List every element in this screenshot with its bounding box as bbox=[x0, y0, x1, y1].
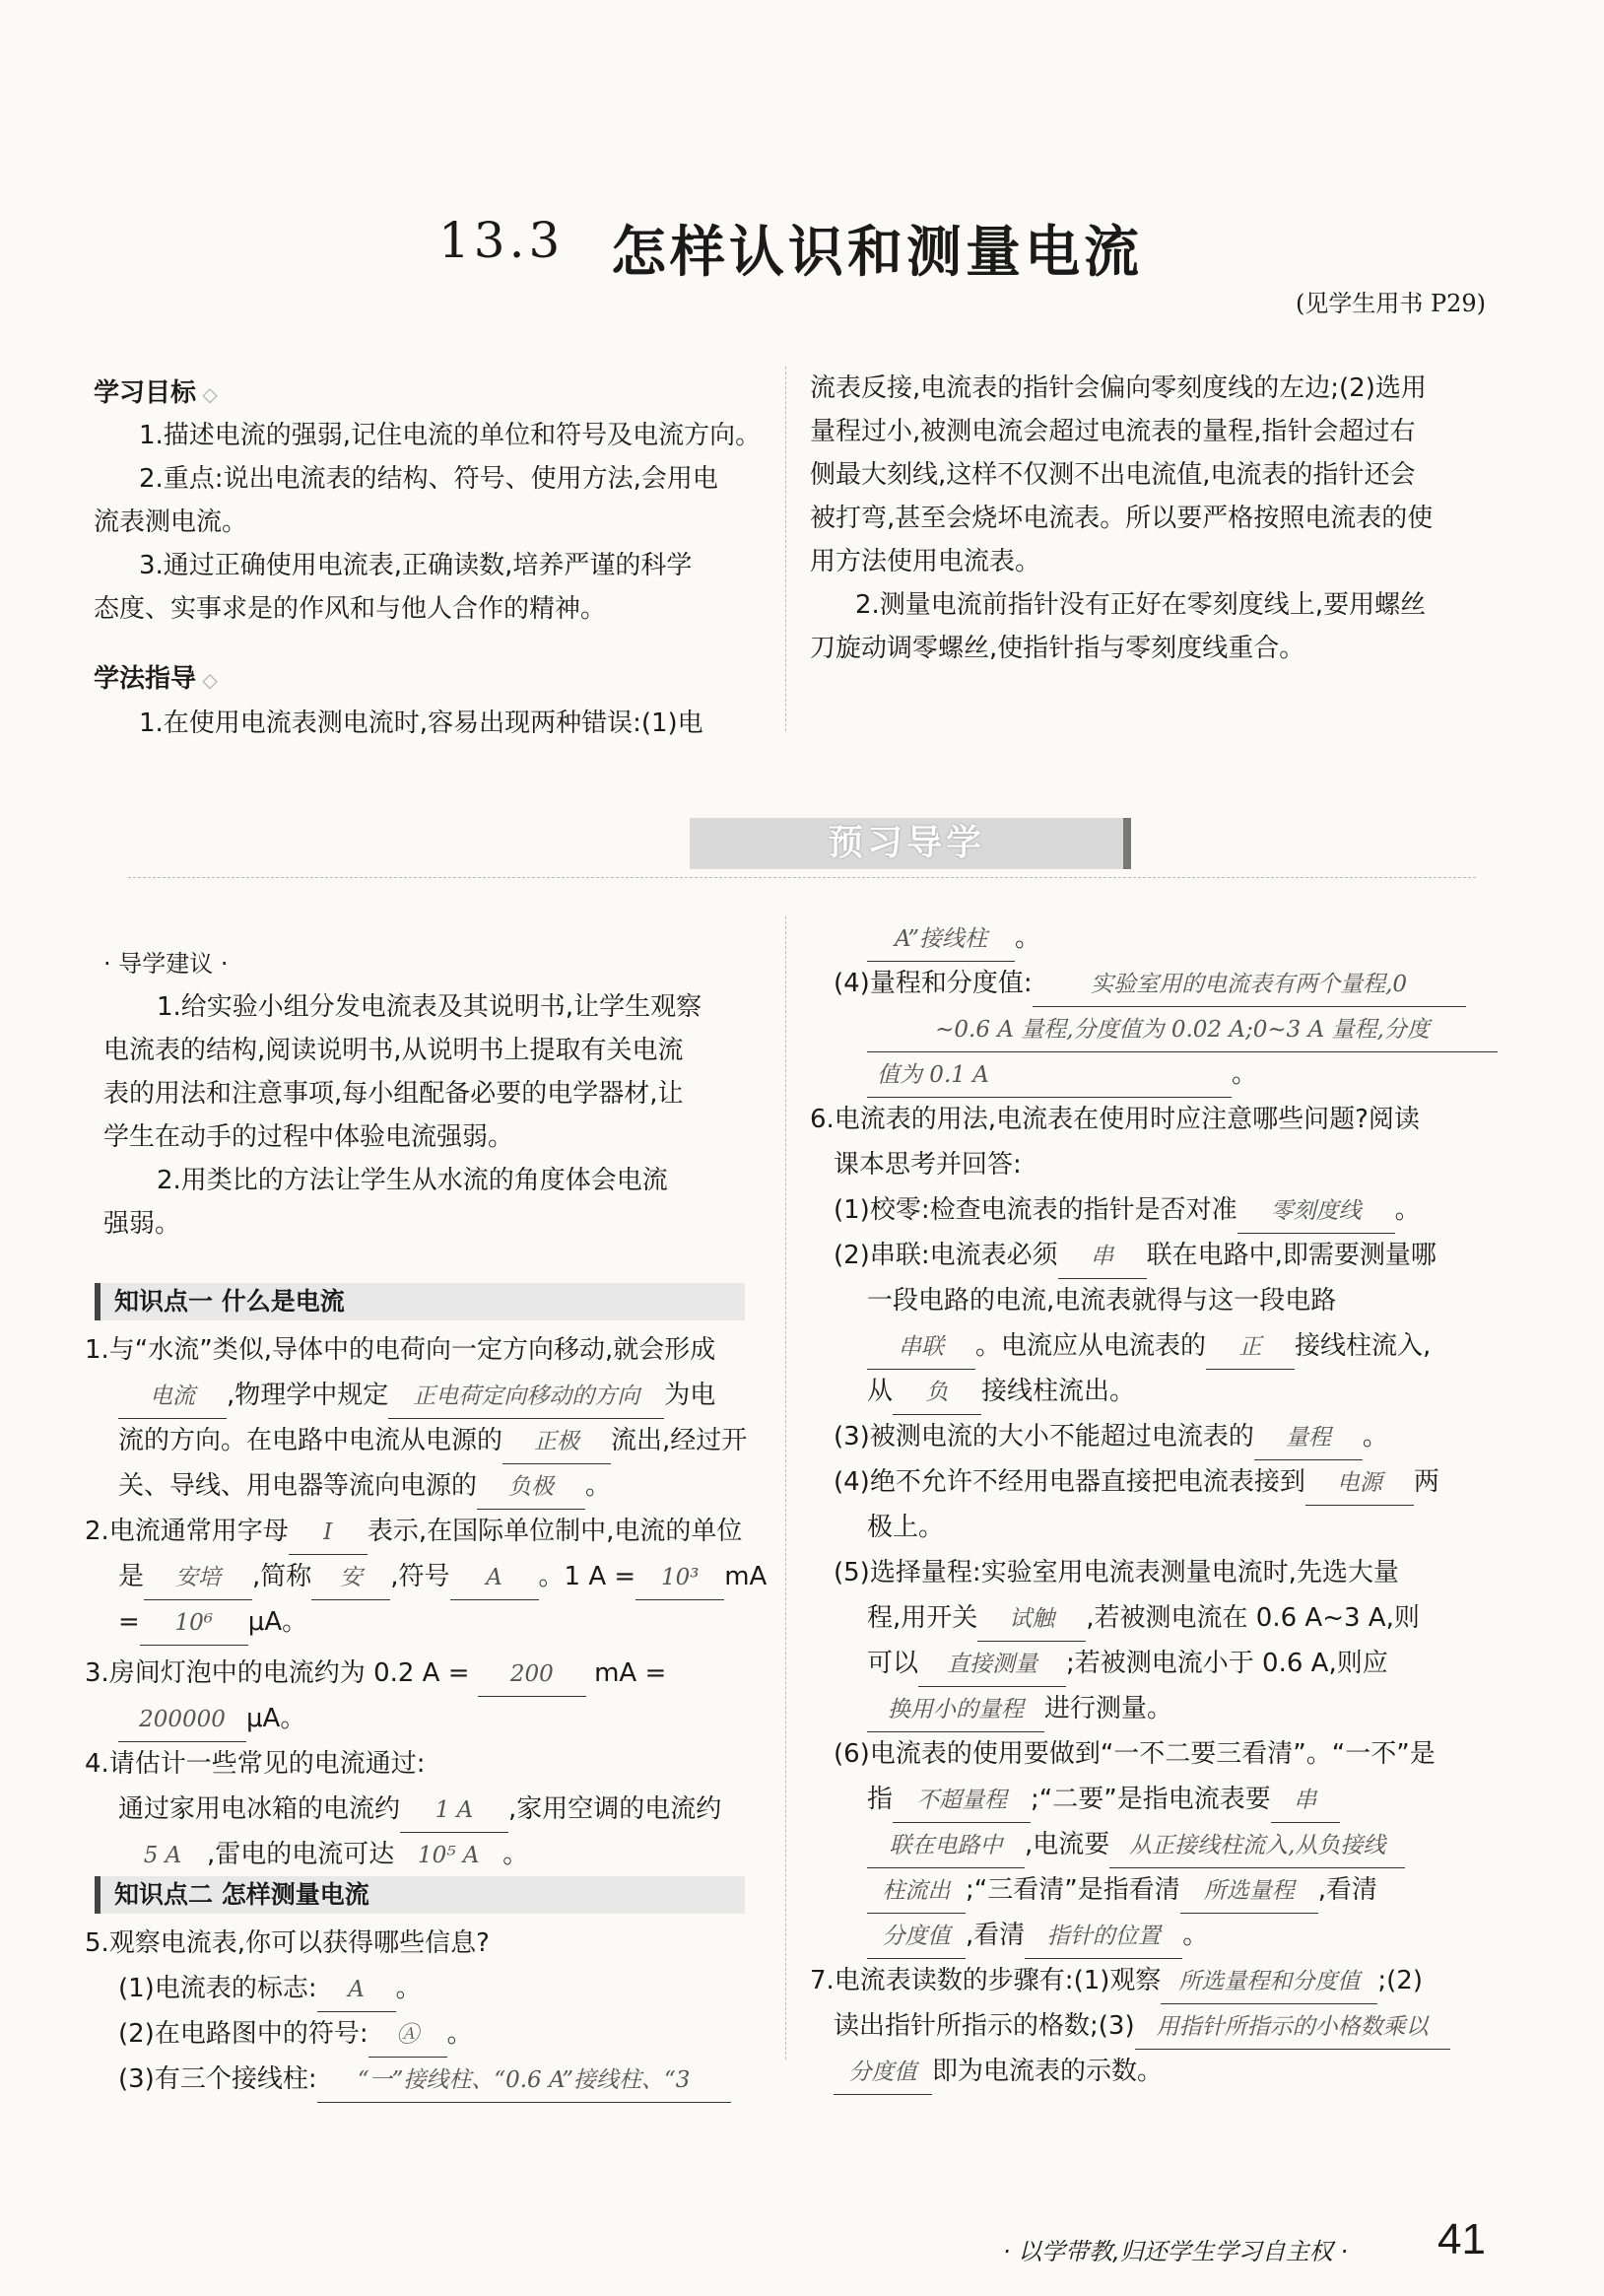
method-line: 侧最大刻线,这样不仅测不出电流值,电流表的指针还会 bbox=[810, 460, 1416, 490]
goal-item: 流表测电流。 bbox=[94, 507, 248, 537]
answer-blank: 用指针所指示的小格数乘以 bbox=[1135, 2005, 1450, 2050]
guide-line: 强弱。 bbox=[103, 1209, 181, 1239]
answer-blank: 指针的位置 bbox=[1025, 1915, 1182, 1959]
method-text-left: 1.在使用电流表测电流时,容易出现两种错误:(1)电 bbox=[139, 709, 703, 738]
answer-blank: 所选量程和分度值 bbox=[1161, 1960, 1377, 2004]
q6-line: (4)绝不允许不经用电器直接把电流表接到 电源 两 bbox=[834, 1460, 1439, 1506]
goals-heading: 学习目标 ◇ bbox=[94, 372, 218, 409]
q5-line: A”接线柱 。 bbox=[867, 916, 1040, 962]
column-divider bbox=[785, 916, 787, 2060]
goal-item: 2.重点:说出电流表的结构、符号、使用方法,会用电 bbox=[139, 464, 718, 494]
answer-blank: 联在电路中 bbox=[867, 1824, 1025, 1868]
method-line: 流表反接,电流表的指针会偏向零刻度线的左边;(2)选用 bbox=[810, 373, 1427, 403]
column-divider bbox=[785, 367, 787, 731]
answer-blank: 正 bbox=[1206, 1325, 1295, 1370]
q6-line: 联在电路中 ,电流要 从正接线柱流入,从负接线 bbox=[867, 1823, 1405, 1868]
answer-blank: 电流 bbox=[118, 1375, 227, 1419]
answer-blank: 量程 bbox=[1254, 1416, 1363, 1460]
q1-line: 1.与“水流”类似,导体中的电荷向一定方向移动,就会形成 bbox=[85, 1335, 716, 1365]
q6-line: 6.电流表的用法,电流表在使用时应注意哪些问题?阅读 bbox=[810, 1105, 1420, 1134]
goal-item: 3.通过正确使用电流表,正确读数,培养严谨的科学 bbox=[139, 551, 693, 580]
guide-line: 2.用类比的方法让学生从水流的角度体会电流 bbox=[157, 1166, 668, 1195]
q2-line: 2.电流通常用字母 I 表示,在国际单位制中,电流的单位 bbox=[85, 1510, 742, 1555]
page-title: 怎样认识和测量电流 bbox=[611, 221, 1143, 285]
answer-blank: 200000 bbox=[118, 1698, 246, 1742]
goal-item: 1.描述电流的强弱,记住电流的单位和符号及电流方向。 bbox=[139, 421, 762, 450]
method-line: 2.测量电流前指针没有正好在零刻度线上,要用螺丝 bbox=[855, 590, 1427, 620]
answer-blank: 值为 0.1 A bbox=[867, 1053, 1232, 1098]
q6-line: 换用小的量程 进行测量。 bbox=[867, 1687, 1172, 1732]
q6-line: 程,用开关 试触 ,若被测电流在 0.6 A~3 A,则 bbox=[867, 1596, 1420, 1642]
q7-line: 分度值 即为电流表的示数。 bbox=[834, 2050, 1163, 2095]
banner-divider bbox=[128, 877, 1476, 878]
method-line: 量程过小,被测电流会超过电流表的量程,指针会超过右 bbox=[810, 417, 1416, 446]
book-reference: (见学生用书 P29) bbox=[1295, 290, 1486, 317]
goals-list bbox=[94, 414, 773, 631]
answer-blank: 电源 bbox=[1305, 1461, 1414, 1506]
answer-blank: “一”接线柱、“0.6 A”接线柱、“3 bbox=[317, 2059, 731, 2103]
answer-blank: 串 bbox=[1271, 1779, 1340, 1823]
q6-line: 极上。 bbox=[867, 1513, 945, 1542]
answer-blank: 所选量程 bbox=[1180, 1869, 1318, 1914]
q6-line: 指 不超量程 ;“二要”是指电流表要 串 bbox=[867, 1778, 1340, 1823]
q7-line: 7.电流表读数的步骤有:(1)观察 所选量程和分度值 ;(2) bbox=[810, 1959, 1423, 2004]
method-line: 被打弯,甚至会烧坏电流表。所以要严格按照电流表的使 bbox=[810, 504, 1434, 533]
answer-blank: 试触 bbox=[977, 1597, 1086, 1642]
q6-line: (2)串联:电流表必须 串 联在电路中,即需要测量哪 bbox=[834, 1234, 1437, 1279]
q5-line: 5.观察电流表,你可以获得哪些信息? bbox=[85, 1928, 490, 1958]
answer-blank: 分度值 bbox=[834, 2051, 932, 2095]
q6-line: (6)电流表的使用要做到“一不二要三看清”。“一不”是 bbox=[834, 1739, 1436, 1769]
q6-line: (1)校零:检查电流表的指针是否对准 零刻度线 。 bbox=[834, 1188, 1421, 1234]
q2-line: = 10⁶ μA。 bbox=[118, 1600, 307, 1646]
answer-blank: 10³ bbox=[635, 1556, 724, 1600]
q6-line: 可以 直接测量 ;若被测电流小于 0.6 A,则应 bbox=[867, 1642, 1388, 1687]
q3-line: 3.房间灯泡中的电流约为 0.2 A = 200 mA = bbox=[85, 1652, 666, 1697]
answer-blank: 串 bbox=[1058, 1235, 1147, 1279]
answer-blank: 串联 bbox=[867, 1325, 975, 1370]
guide-line: 电流表的结构,阅读说明书,从说明书上提取有关电流 bbox=[103, 1036, 684, 1065]
knowledge-point-1-heading: 知识点一 什么是电流 bbox=[95, 1283, 745, 1320]
q6-line: (3)被测电流的大小不能超过电流表的 量程 。 bbox=[834, 1415, 1388, 1460]
q4-line: 4.请估计一些常见的电流通过: bbox=[85, 1749, 426, 1779]
answer-blank: Ⓐ bbox=[368, 2013, 447, 2058]
footer-slogan: · 以学带教,归还学生学习自主权 · bbox=[1002, 2238, 1348, 2265]
q5-line bbox=[867, 1007, 1498, 1052]
answer-blank: ~0.6 A 量程,分度值为 0.02 A;0~3 A 量程,分度 bbox=[867, 1008, 1498, 1052]
answer-blank: 直接测量 bbox=[918, 1643, 1066, 1687]
answer-blank: 分度值 bbox=[867, 1915, 966, 1959]
page-number: 41 bbox=[1437, 2215, 1486, 2263]
q5-line: (3)有三个接线柱: “一”接线柱、“0.6 A”接线柱、“3 bbox=[118, 2058, 731, 2103]
guide-line: 表的用法和注意事项,每小组配备必要的电学器材,让 bbox=[103, 1079, 684, 1109]
section-banner bbox=[128, 818, 1476, 877]
q3-line: 200000 μA。 bbox=[118, 1697, 305, 1742]
answer-blank: 柱流出 bbox=[867, 1869, 966, 1914]
section-number: 13.3 bbox=[438, 212, 565, 269]
q7-line: 读出指针所指示的格数;(3) 用指针所指示的小格数乘以 bbox=[834, 2004, 1450, 2050]
q6-line: 串联 。电流应从电流表的 正 接线柱流入, bbox=[867, 1324, 1431, 1370]
answer-blank: 正极 bbox=[502, 1420, 611, 1464]
q4-line: 通过家用电冰箱的电流约 1 A ,家用空调的电流约 bbox=[118, 1788, 721, 1833]
q5-line: (1)电流表的标志: A 。 bbox=[118, 1967, 422, 2012]
answer-blank: A bbox=[450, 1556, 539, 1600]
guide-text bbox=[103, 985, 773, 1246]
answer-blank: 负极 bbox=[477, 1465, 585, 1510]
answer-blank: 正电荷定向移动的方向 bbox=[388, 1375, 664, 1419]
q1-line: 电流 ,物理学中规定 正电荷定向移动的方向 为电 bbox=[118, 1374, 715, 1419]
answer-blank: 5 A bbox=[118, 1834, 207, 1878]
method-heading: 学法指导 ◇ bbox=[94, 658, 218, 695]
q5-line: 值为 0.1 A 。 bbox=[867, 1052, 1257, 1098]
q2-line: 是 安培 ,简称 安 ,符号 A 。1 A = 10³ mA bbox=[118, 1555, 767, 1600]
method-text-right bbox=[810, 367, 1490, 670]
answer-blank: A bbox=[317, 1968, 396, 2012]
knowledge-point-2-heading: 知识点二 怎样测量电流 bbox=[95, 1876, 745, 1914]
answer-blank: 负 bbox=[893, 1371, 981, 1415]
q1-line: 流的方向。在电路中电流从电源的 正极 流出,经过开 bbox=[118, 1419, 747, 1464]
answer-blank: 零刻度线 bbox=[1237, 1189, 1395, 1234]
answer-blank: 安培 bbox=[144, 1556, 252, 1600]
q5-line: (4)量程和分度值: 实验室用的电流表有两个量程,0 bbox=[834, 962, 1466, 1007]
q6-line: (5)选择量程:实验室用电流表测量电流时,先选大量 bbox=[834, 1558, 1399, 1587]
method-line: 刀旋动调零螺丝,使指针指与零刻度线重合。 bbox=[810, 634, 1305, 663]
goal-item: 态度、实事求是的作风和与他人合作的精神。 bbox=[94, 594, 607, 624]
answer-blank: 1 A bbox=[400, 1789, 508, 1833]
q6-line: 从 负 接线柱流出。 bbox=[867, 1370, 1135, 1415]
answer-blank: 不超量程 bbox=[893, 1779, 1031, 1823]
answer-blank: 实验室用的电流表有两个量程,0 bbox=[1033, 963, 1466, 1007]
answer-blank: 安 bbox=[311, 1556, 390, 1600]
q6-line: 柱流出 ;“三看清”是指看清 所选量程 ,看清 bbox=[867, 1868, 1377, 1914]
guide-line: 1.给实验小组分发电流表及其说明书,让学生观察 bbox=[157, 992, 702, 1022]
guide-heading: · 导学建议 · bbox=[103, 950, 229, 978]
answer-blank: 10⁵ A bbox=[394, 1834, 502, 1878]
banner-text: 预习导学 bbox=[827, 823, 985, 863]
q1-line: 关、导线、用电器等流向电源的 负极 。 bbox=[118, 1464, 611, 1510]
answer-blank: 200 bbox=[478, 1653, 586, 1697]
answer-blank: 从正接线柱流入,从负接线 bbox=[1109, 1824, 1405, 1868]
answer-blank: 换用小的量程 bbox=[867, 1688, 1044, 1732]
guide-line: 学生在动手的过程中体验电流强弱。 bbox=[103, 1122, 514, 1152]
q6-line: 课本思考并回答: bbox=[834, 1150, 1022, 1180]
answer-blank: I bbox=[289, 1511, 368, 1555]
q5-line: (2)在电路图中的符号: Ⓐ 。 bbox=[118, 2012, 473, 2058]
q6-line: 一段电路的电流,电流表就得与这一段电路 bbox=[867, 1286, 1337, 1316]
q4-line: 5 A ,雷电的电流可达 10⁵ A 。 bbox=[118, 1833, 528, 1878]
q6-line: 分度值 ,看清 指针的位置 。 bbox=[867, 1914, 1208, 1959]
answer-blank: 10⁶ bbox=[140, 1601, 248, 1646]
answer-blank: A”接线柱 bbox=[867, 917, 1015, 962]
method-line: 用方法使用电流表。 bbox=[810, 547, 1041, 576]
